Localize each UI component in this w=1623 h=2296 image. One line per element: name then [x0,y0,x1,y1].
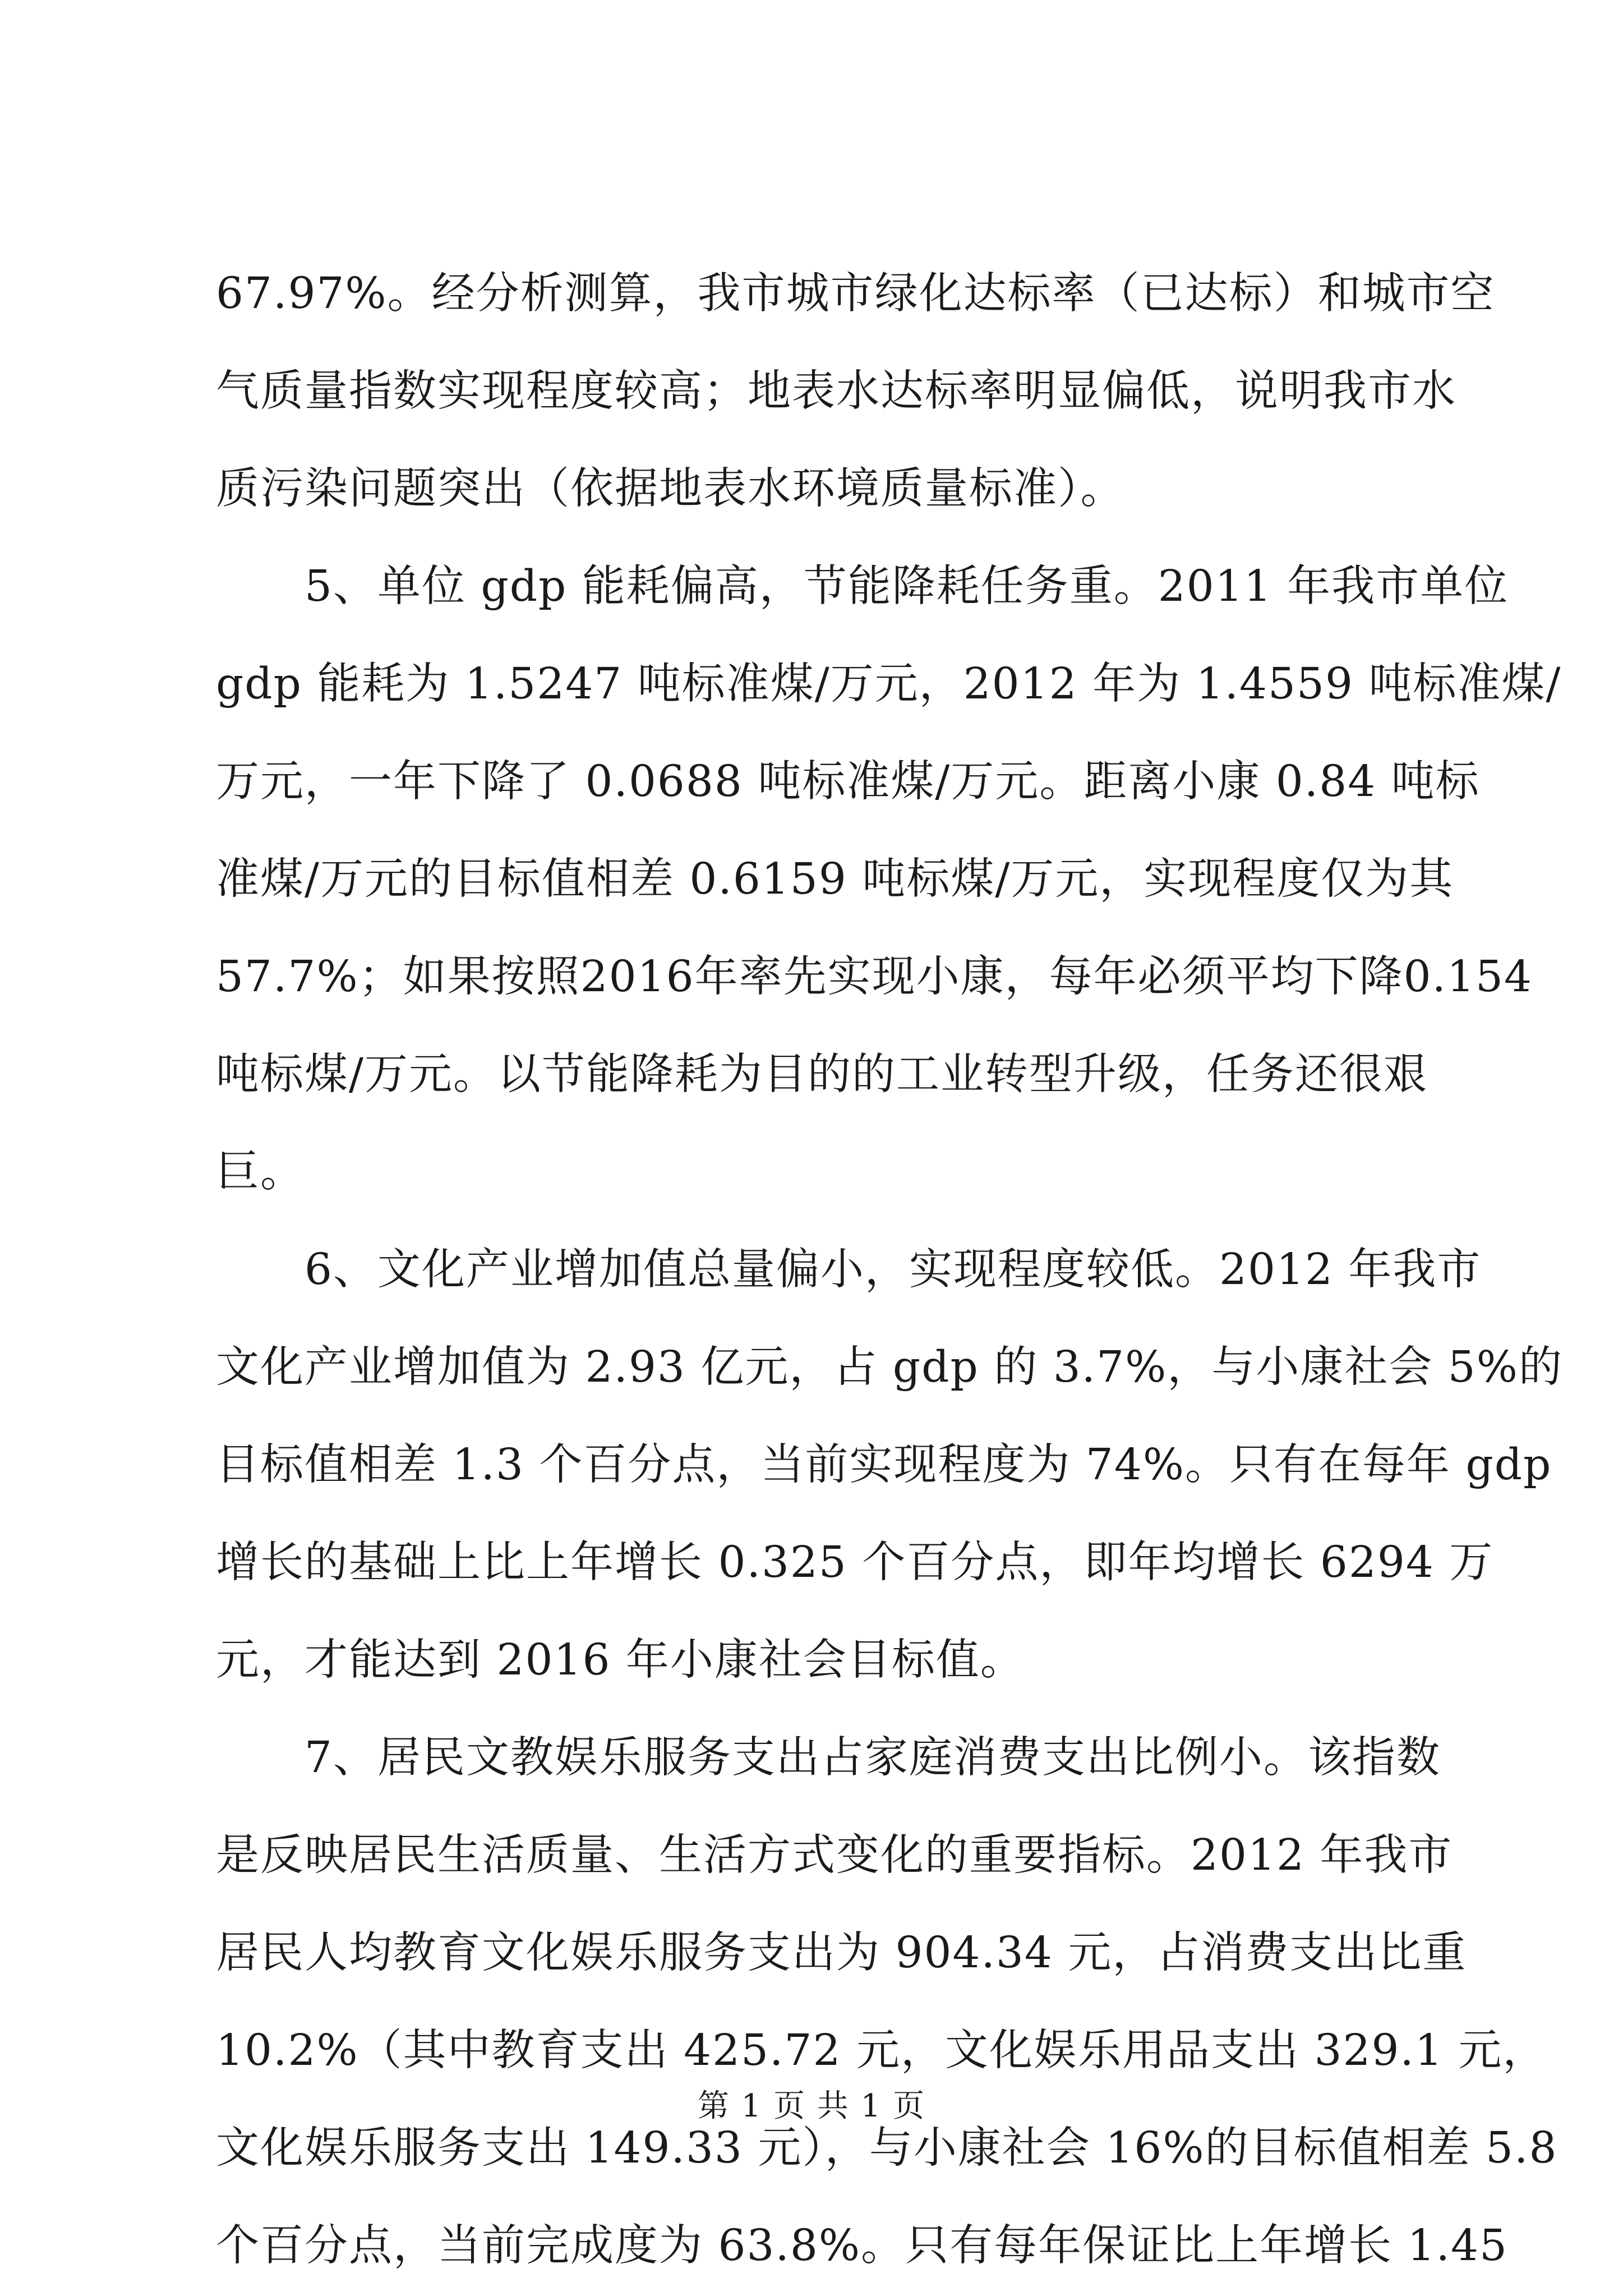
text-line: 增长的基础上比上年增长 0.325 个百分点，即年均增长 6294 万 [216,1538,1494,1588]
page-footer: 第 1 页 共 1 页 [697,2088,926,2124]
text-line: 67.97%。经分析测算，我市城市绿化达标率（已达标）和城市空 [216,269,1495,319]
text-line: 5、单位 gdp 能耗偏高，节能降耗任务重。2011 年我市单位 [216,562,1509,611]
text-line: 万元，一年下降了 0.0688 吨标准煤/万元。距离小康 0.84 吨标 [216,757,1480,807]
text-line: gdp 能耗为 1.5247 吨标准煤/万元，2012 年为 1.4559 吨标准煤/ [216,659,1562,709]
text-line: 元，才能达到 2016 年小康社会目标值。 [216,1635,1025,1685]
text-line: 6、文化产业增加值总量偏小，实现程度较低。2012 年我市 [216,1245,1482,1295]
text-line: 目标值相差 1.3 个百分点，当前实现程度为 74%。只有在每年 gdp [216,1440,1552,1490]
text-line: 文化产业增加值为 2.93 亿元，占 gdp 的 3.7%，与小康社会 5%的 [216,1342,1563,1392]
text-line: 个百分点，当前完成度为 63.8%。只有每年保证比上年增长 1.45 [216,2221,1509,2271]
text-line: 质污染问题突出（依据地表水环境质量标准）。 [216,464,1125,514]
text-line: 57.7%；如果按照2016年率先实现小康，每年必须平均下降0.154 [216,952,1533,1002]
text-line: 是反映居民生活质量、生活方式变化的重要指标。2012 年我市 [216,1830,1453,1880]
text-line: 居民人均教育文化娱乐服务支出为 904.34 元，占消费支出比重 [216,1928,1467,1978]
text-line: 巨。 [216,1147,305,1197]
text-line: 吨标煤/万元。以节能降耗为目的的工业转型升级，任务还很艰 [216,1050,1428,1099]
text-line: 文化娱乐服务支出 149.33 元），与小康社会 16%的目标值相差 5.8 [216,2123,1558,2173]
text-line: 气质量指数实现程度较高；地表水达标率明显偏低，说明我市水 [216,366,1456,416]
text-line: 7、居民文教娱乐服务支出占家庭消费支出比例小。该指数 [216,1733,1441,1783]
text-line: 准煤/万元的目标值相差 0.6159 吨标煤/万元，实现程度仅为其 [216,854,1454,904]
text-line: 10.2%（其中教育支出 425.72 元，文化娱乐用品支出 329.1 元， [216,2026,1547,2076]
